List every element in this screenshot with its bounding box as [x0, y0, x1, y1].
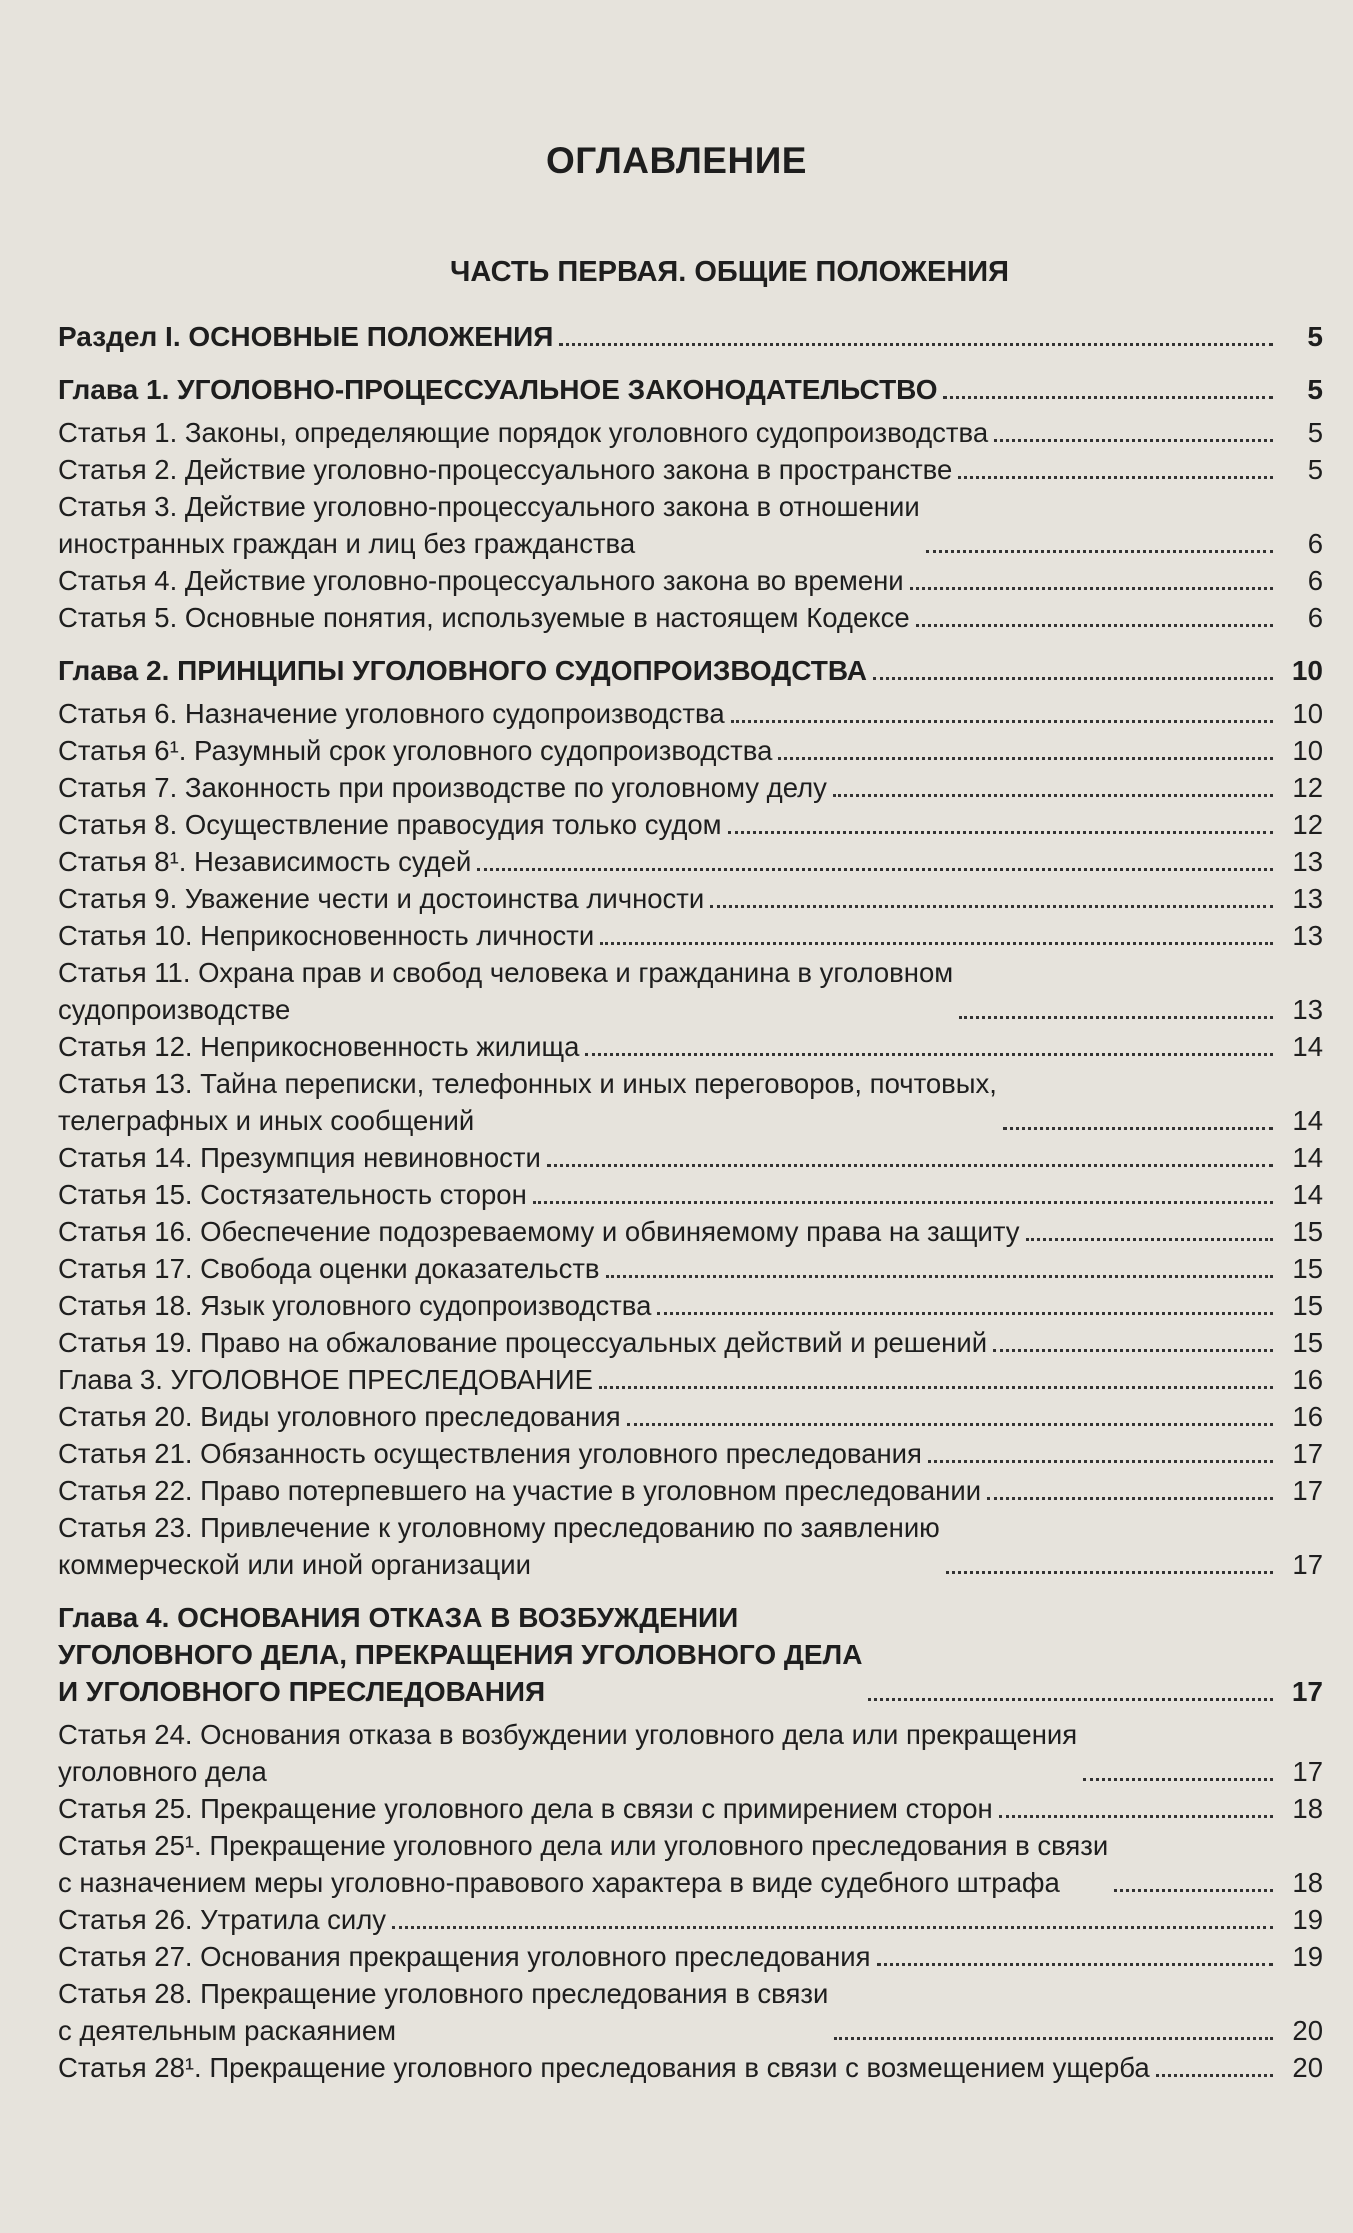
toc-entry-text: Статья 3. Действие уголовно-процессуального закона в отношении иностранных граждан и лиц без гражданства [58, 491, 920, 559]
toc-entry [58, 1139, 1323, 1176]
toc-page-number: 20 [1292, 2015, 1323, 2046]
toc-entry [58, 1472, 1323, 1509]
toc-entry [58, 599, 1323, 636]
dot-leader [943, 396, 1273, 399]
dot-leader [731, 720, 1273, 723]
toc-page-number: 6 [1307, 602, 1323, 633]
part-title: ЧАСТЬ ПЕРВАЯ. ОБЩИЕ ПОЛОЖЕНИЯ [450, 256, 1009, 288]
dot-leader [599, 1386, 1273, 1389]
toc-entry [58, 954, 1323, 1028]
toc-page-number: 17 [1292, 1438, 1323, 1469]
dot-leader [994, 439, 1273, 442]
toc-entry [58, 1287, 1323, 1324]
toc-entry-text: Статья 9. Уважение чести и достоинства личности [58, 883, 705, 914]
toc-entry-text: Статья 21. Обязанность осуществления уголовного преследования [58, 1438, 922, 1469]
toc-heading [58, 652, 1323, 689]
toc-entry [58, 1975, 1323, 2049]
toc-entry-text: Статья 28¹. Прекращение уголовного преследования в связи с возмещением ущерба [58, 2052, 1150, 2083]
toc-entry-text: Статья 27. Основания прекращения уголовного преследования [58, 1941, 871, 1972]
toc-entry [58, 1065, 1323, 1139]
toc-entry-text: Статья 24. Основания отказа в возбуждении уголовного дела или прекращения уголовного дела [58, 1719, 1078, 1787]
dot-leader [559, 343, 1273, 346]
toc-heading [58, 318, 1323, 355]
toc-page-number: 13 [1292, 994, 1323, 1025]
toc-entry-text: Статья 10. Неприкосновенность личности [58, 920, 595, 951]
dot-leader [928, 1460, 1273, 1463]
toc-page-number: 13 [1292, 846, 1323, 877]
toc-entry-text: Статья 25. Прекращение уголовного дела в связи с примирением сторон [58, 1793, 993, 1824]
toc-entry [58, 1324, 1323, 1361]
dot-leader [585, 1053, 1273, 1056]
toc-page-number: 17 [1292, 1475, 1323, 1506]
table-of-contents [58, 318, 1323, 2086]
toc-entry-text: Глава 3. УГОЛОВНОЕ ПРЕСЛЕДОВАНИЕ [58, 1364, 593, 1395]
toc-entry-text: Статья 15. Состязательность сторон [58, 1179, 527, 1210]
dot-leader [728, 831, 1273, 834]
toc-entry [58, 880, 1323, 917]
dot-leader [533, 1201, 1273, 1204]
toc-page-number: 10 [1292, 698, 1323, 729]
dot-leader [873, 677, 1273, 680]
toc-entry [58, 843, 1323, 880]
toc-page-number: 5 [1307, 321, 1323, 352]
toc-entry-text: Статья 13. Тайна переписки, телефонных и иных переговоров, почтовых, телеграфных и иных сообщений [58, 1068, 997, 1136]
toc-entry [58, 1028, 1323, 1065]
toc-entry-text: Статья 23. Привлечение к уголовному преследованию по заявлению коммерческой или иной организации [58, 1512, 940, 1580]
toc-page-number: 19 [1292, 1941, 1323, 1972]
toc-entry [58, 2049, 1323, 2086]
toc-entry-text: Статья 16. Обеспечение подозреваемому и обвиняемому права на защиту [58, 1216, 1020, 1247]
dot-leader [1156, 2074, 1273, 2077]
dot-leader [392, 1926, 1273, 1929]
dot-leader [1114, 1889, 1273, 1892]
toc-entry-text: Статья 6¹. Разумный срок уголовного судопроизводства [58, 735, 773, 766]
dot-leader [657, 1312, 1273, 1315]
toc-entry-text: Статья 19. Право на обжалование процессуальных действий и решений [58, 1327, 988, 1358]
toc-page-number: 6 [1307, 528, 1323, 559]
toc-entry [58, 562, 1323, 599]
toc-entry-text: Статья 5. Основные понятия, используемые в настоящем Кодексе [58, 602, 910, 633]
toc-page-number: 6 [1307, 565, 1323, 596]
dot-leader [958, 476, 1273, 479]
toc-entry [58, 488, 1323, 562]
toc-entry-text: Статья 28. Прекращение уголовного преследования в связи с деятельным раскаянием [58, 1978, 829, 2046]
toc-entry [58, 1827, 1323, 1901]
toc-heading [58, 1599, 1323, 1710]
toc-page-number: 18 [1292, 1793, 1323, 1824]
dot-leader [987, 1497, 1273, 1500]
toc-entry [58, 732, 1323, 769]
toc-entry [58, 1716, 1323, 1790]
toc-entry-text: Статья 14. Презумпция невиновности [58, 1142, 541, 1173]
toc-entry [58, 1509, 1323, 1583]
toc-entry [58, 1938, 1323, 1975]
toc-entry [58, 1435, 1323, 1472]
toc-entry-text: Раздел I. ОСНОВНЫЕ ПОЛОЖЕНИЯ [58, 321, 554, 352]
toc-entry [58, 1398, 1323, 1435]
toc-entry [58, 806, 1323, 843]
toc-entry-text: Статья 7. Законность при производстве по уголовному делу [58, 772, 827, 803]
toc-page-number: 5 [1307, 417, 1323, 448]
toc-page-number: 14 [1292, 1105, 1323, 1136]
toc-entry-text: Статья 26. Утратила силу [58, 1904, 387, 1935]
toc-entry-text: Статья 8¹. Независимость судей [58, 846, 472, 877]
toc-entry-text: Глава 2. ПРИНЦИПЫ УГОЛОВНОГО СУДОПРОИЗВОДСТВА [58, 655, 867, 686]
dot-leader [877, 1963, 1273, 1966]
toc-entry-text: Статья 22. Право потерпевшего на участие в уголовном преследовании [58, 1475, 982, 1506]
toc-entry-text: Статья 2. Действие уголовно-процессуального закона в пространстве [58, 454, 953, 485]
toc-page-number: 12 [1292, 809, 1323, 840]
toc-page-number: 20 [1292, 2052, 1323, 2083]
toc-entry [58, 1250, 1323, 1287]
toc-entry-text: Статья 4. Действие уголовно-процессуального закона во времени [58, 565, 904, 596]
toc-page-number: 10 [1292, 735, 1323, 766]
dot-leader [910, 587, 1273, 590]
toc-entry [58, 1176, 1323, 1213]
toc-entry-text: Статья 17. Свобода оценки доказательств [58, 1253, 600, 1284]
toc-entry [58, 414, 1323, 451]
toc-page-number: 17 [1291, 1676, 1323, 1707]
dot-leader [606, 1275, 1273, 1278]
toc-entry-text: Глава 1. УГОЛОВНО-ПРОЦЕССУАЛЬНОЕ ЗАКОНОДАТЕЛЬСТВО [58, 374, 938, 405]
toc-entry [58, 451, 1323, 488]
toc-entry-text: Статья 1. Законы, определяющие порядок уголовного судопроизводства [58, 417, 989, 448]
toc-entry [58, 917, 1323, 954]
toc-page-number: 10 [1291, 655, 1323, 686]
toc-entry [58, 1361, 1323, 1398]
dot-leader [999, 1815, 1273, 1818]
dot-leader [868, 1698, 1273, 1701]
toc-page-number: 13 [1292, 920, 1323, 951]
dot-leader [833, 794, 1273, 797]
dot-leader [627, 1423, 1273, 1426]
toc-entry-text: Статья 6. Назначение уголовного судопроизводства [58, 698, 725, 729]
toc-entry [58, 1790, 1323, 1827]
toc-page-number: 5 [1307, 454, 1323, 485]
toc-page-number: 17 [1292, 1756, 1323, 1787]
dot-leader [1083, 1778, 1273, 1781]
toc-entry-text: Статья 8. Осуществление правосудия только судом [58, 809, 722, 840]
toc-page-number: 14 [1292, 1142, 1323, 1173]
dot-leader [600, 942, 1273, 945]
toc-page-number: 15 [1292, 1216, 1323, 1247]
toc-entry-text: Статья 11. Охрана прав и свобод человека и гражданина в уголовном судопроизводстве [58, 957, 954, 1025]
dot-leader [959, 1016, 1273, 1019]
dot-leader [916, 624, 1273, 627]
dot-leader [946, 1571, 1273, 1574]
toc-entry [58, 1901, 1323, 1938]
toc-page-number: 15 [1292, 1327, 1323, 1358]
toc-entry-text: Статья 18. Язык уголовного судопроизводства [58, 1290, 652, 1321]
dot-leader [993, 1349, 1273, 1352]
dot-leader [778, 757, 1273, 760]
toc-entry [58, 695, 1323, 732]
toc-entry [58, 1213, 1323, 1250]
dot-leader [834, 2037, 1273, 2040]
toc-entry-text: Глава 4. ОСНОВАНИЯ ОТКАЗА В ВОЗБУЖДЕНИИ УГОЛОВНОГО ДЕЛА, ПРЕКРАЩЕНИЯ УГОЛОВНОГО ДЕЛА И УГОЛОВНОГО ПРЕСЛЕДОВАНИЯ [58, 1602, 863, 1707]
toc-entry [58, 769, 1323, 806]
dot-leader [926, 550, 1273, 553]
toc-page-number: 12 [1292, 772, 1323, 803]
toc-entry-text: Статья 20. Виды уголовного преследования [58, 1401, 621, 1432]
toc-page-number: 14 [1292, 1031, 1323, 1062]
toc-page-number: 13 [1292, 883, 1323, 914]
toc-page-number: 19 [1292, 1904, 1323, 1935]
toc-page-number: 15 [1292, 1253, 1323, 1284]
toc-page-number: 14 [1292, 1179, 1323, 1210]
toc-entry-text: Статья 25¹. Прекращение уголовного дела или уголовного преследования в связи с назначением меры уголовно-правового характера в виде судебного штрафа [58, 1830, 1109, 1898]
toc-page-number: 17 [1292, 1549, 1323, 1580]
dot-leader [1026, 1238, 1274, 1241]
toc-page-number: 16 [1292, 1364, 1323, 1395]
toc-entry-text: Статья 12. Неприкосновенность жилища [58, 1031, 580, 1062]
page-title: ОГЛАВЛЕНИЕ [546, 140, 807, 181]
toc-page-number: 5 [1307, 374, 1323, 405]
toc-heading [58, 371, 1323, 408]
toc-page-number: 18 [1292, 1867, 1323, 1898]
dot-leader [1003, 1127, 1273, 1130]
dot-leader [547, 1164, 1273, 1167]
dot-leader [477, 868, 1273, 871]
toc-page-number: 16 [1292, 1401, 1323, 1432]
toc-page-number: 15 [1292, 1290, 1323, 1321]
dot-leader [710, 905, 1273, 908]
